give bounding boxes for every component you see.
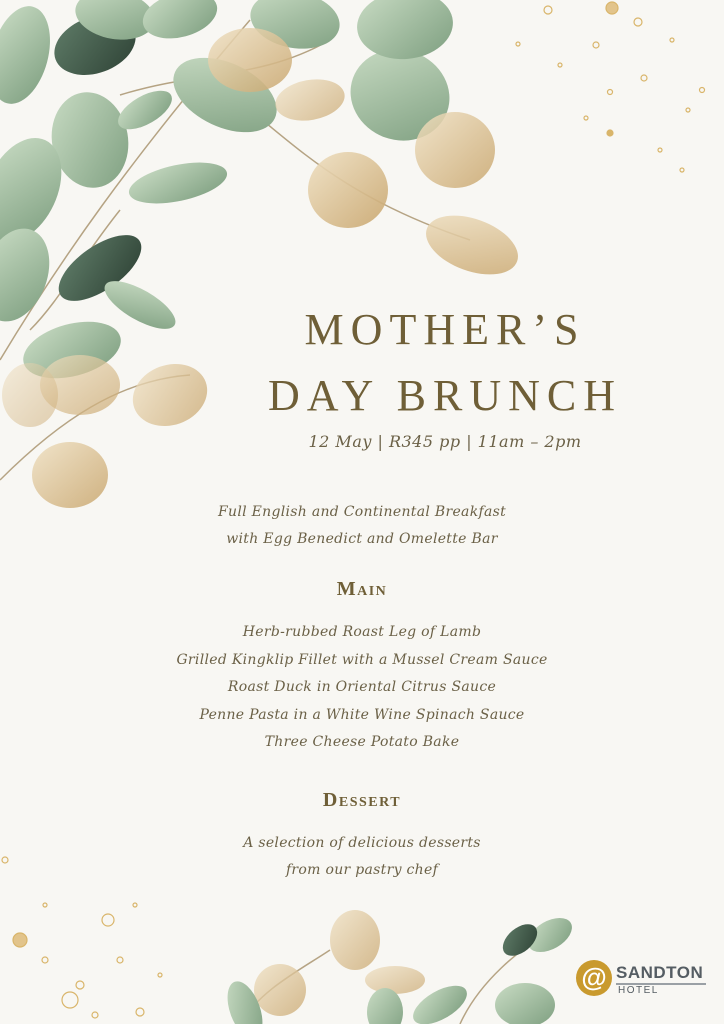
- menu-item: Herb-rubbed Roast Leg of Lamb: [242, 624, 482, 640]
- event-details: 12 May | R345 pp | 11am – 2pm: [308, 432, 582, 451]
- dessert-line-2: from our pastry chef: [285, 862, 439, 878]
- logo-subtitle: HOTEL: [618, 985, 659, 996]
- logo-name: SANDTON: [616, 963, 704, 982]
- section-heading-dessert: Dessert: [322, 789, 402, 811]
- at-sign-icon: @: [576, 960, 612, 996]
- section-heading-main: Main: [336, 578, 388, 600]
- title-line-2: DAY BRUNCH: [267, 371, 623, 420]
- breakfast-line-2: with Egg Benedict and Omelette Bar: [226, 531, 498, 547]
- menu-item: Grilled Kingklip Fillet with a Mussel Cream Sauce: [176, 652, 548, 668]
- sandton-hotel-logo: [576, 960, 706, 1000]
- menu-item: Three Cheese Potato Bake: [264, 734, 460, 750]
- title-line-1: MOTHER’S: [304, 305, 586, 354]
- menu-item: Penne Pasta in a White Wine Spinach Sauce: [199, 707, 525, 723]
- menu-item: Roast Duck in Oriental Citrus Sauce: [227, 679, 497, 695]
- breakfast-line-1: Full English and Continental Breakfast: [217, 504, 507, 520]
- dessert-line-1: A selection of delicious desserts: [243, 835, 481, 851]
